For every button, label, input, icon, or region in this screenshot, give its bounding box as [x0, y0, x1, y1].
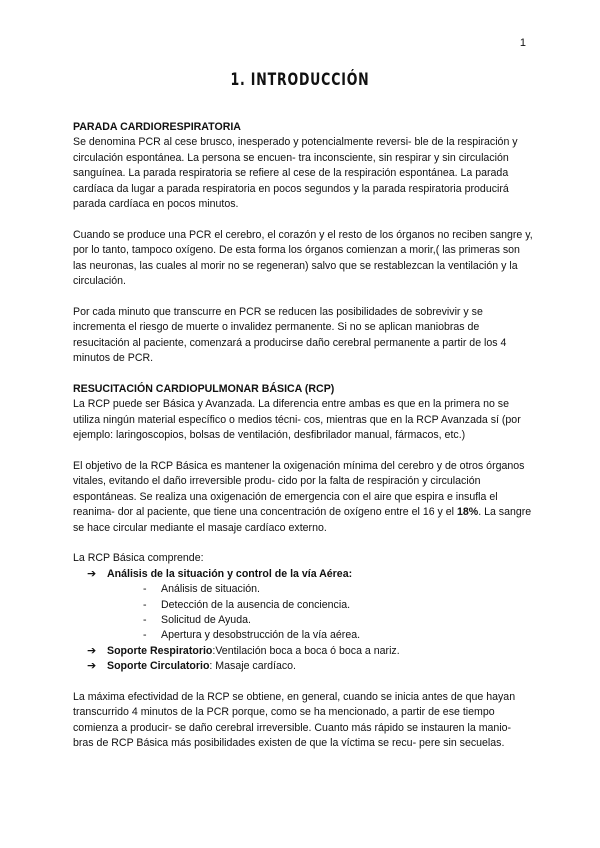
paragraph-closing: La máxima efectividad de la RCP se obtiene, en general, cuando se inicia antes de que hayan transcurrido 4 minutos de la PCR porque, como se ha mencionado, a partir de ese tiempo comienza a producir- se daño cerebral irreversible. Cuanto más rápido se instauren la manio- bras de RCP Básica más posibilidades existen de que la víctima se recu- pere sin secuelas.	[73, 690, 516, 750]
paragraph-pcr-time: Por cada minuto que transcurre en PCR se reducen las posibilidades de sobrevivir y se incrementa el riesgo de muerte o invalidez permanente. Si no se aplican maniobras de resucitación al paciente, comenzará a producirse daño cerebral permanente a partir de los 4 minutos de PCR.	[73, 305, 507, 365]
airway-sub-list	[107, 582, 533, 644]
list-item-respiratory	[87, 644, 533, 659]
list-item-circulatory-label: Soporte Circulatorio	[107, 660, 210, 673]
sub-list-item: - Apertura y desobstrucción de la vía aérea.	[143, 628, 533, 643]
arrow-icon: ➔	[87, 644, 97, 657]
sub-list-item: - Detección de la ausencia de conciencia.	[143, 598, 533, 613]
page-title: 1. INTRODUCCIÓN	[230, 70, 370, 90]
page-number: 1	[519, 37, 526, 49]
list-item-respiratory-text: :Ventilación boca a boca ó boca a nariz.	[212, 644, 400, 657]
paragraph-rcp-types: La RCP puede ser Básica y Avanzada. La diferencia entre ambas es que en la primera no se utiliza ningún material específico o medios técni- cos, mientras que en la RCP Avanzada sí (por ejemplo: laringoscopios, bolsas de ventilación, desfibrilador manual, fármacos, etc.)	[73, 398, 521, 442]
oxygen-percentage: 18%	[456, 506, 479, 519]
list-item-circulatory-text: : Masaje cardíaco.	[209, 660, 296, 673]
sub-list-item: - Solicitud de Ayuda.	[143, 613, 533, 628]
paragraph-pcr-definition: Se denomina PCR al cese brusco, inesperado y potencialmente reversi- ble de la respiración y circulación espontánea. La persona se encuen- tra inconsciente, sin respirar y sin circulación sanguínea. La parada respiratoria se refiere al cese de la respiración espontánea. La parada cardíaca da lugar a parada respiratoria en pocos segundos y la parada respiratoria producirá parada cardíaca en pocos minutos.	[73, 136, 518, 211]
dash-icon: -	[143, 583, 147, 596]
paragraph-pcr-effects: Cuando se produce una PCR el cerebro, el corazón y el resto de los órganos no reciben sangre y, por lo tanto, tampoco oxígeno. De esta forma los órganos comienzan a morir,( las primeras son las neuronas, las cuales al morir no se regeneran) salvo que se restablezcan la ventilación y la circulación.	[73, 228, 533, 288]
document-body	[73, 120, 533, 752]
dash-icon: -	[143, 629, 147, 642]
dash-icon: -	[143, 613, 147, 626]
sub-list-item: - Análisis de situación.	[143, 582, 533, 597]
list-item-airway-label: Análisis de la situación y control de la vía Aérea:	[107, 567, 353, 580]
paragraph-rcp-objective	[73, 459, 533, 536]
objective-text-start: El objetivo de la RCP Básica es mantener la oxigenación mínima del cerebro y de otros órganos vitales, evitando el daño irreversible produ- cido por la falta de respiración y circulación espontáneas. Se realiza una oxigenación de emergencia con el aire que espira e insufla el reanima- dor al paciente, que tiene una concentración de oxígeno entre el 16 y el	[73, 459, 525, 519]
objective-text-end: . La sangre se hace circular mediante el masaje cardíaco externo.	[73, 506, 532, 534]
section-heading-pcr: PARADA CARDIORESPIRATORIA	[73, 121, 241, 133]
dash-icon: -	[143, 598, 147, 611]
list-item-circulatory	[87, 659, 533, 674]
rcp-components-list	[73, 567, 533, 675]
section-heading-rcp: RESUCITACIÓN CARDIOPULMONAR BÁSICA (RCP)	[73, 382, 335, 395]
list-item-airway	[87, 567, 533, 644]
list-item-respiratory-label: Soporte Respiratorio	[107, 644, 213, 657]
arrow-icon: ➔	[87, 660, 97, 673]
list-intro: La RCP Básica comprende:	[73, 552, 204, 565]
arrow-icon: ➔	[87, 567, 97, 580]
